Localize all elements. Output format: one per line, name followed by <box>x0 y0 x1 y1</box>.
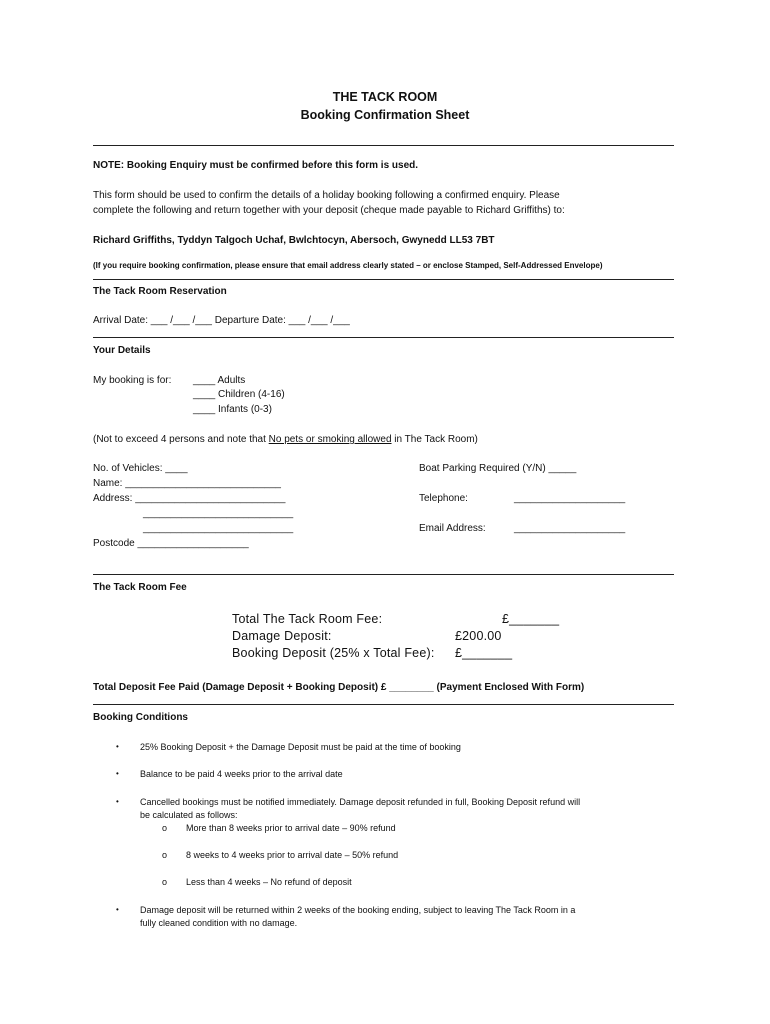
refund-item: 8 weeks to 4 weeks prior to arrival date – 50% refund <box>186 850 399 860</box>
document-title: THE TACK ROOM <box>332 90 438 104</box>
total-fee-label: Total The Tack Room Fee: <box>232 612 383 626</box>
telephone-field[interactable]: ____________________ <box>514 493 626 504</box>
telephone-label: Telephone: <box>419 493 468 504</box>
children-field[interactable]: ____ Children (4-16) <box>193 389 285 400</box>
fee-heading: The Tack Room Fee <box>93 582 187 593</box>
confirmation-note: (If you require booking confirmation, please ensure that email address clearly stated – or enclose Stamped, Self-Addressed Envelope) <box>93 261 603 270</box>
booking-deposit-label: Booking Deposit (25% x Total Fee): <box>232 646 435 660</box>
damage-deposit-value: £200.00 <box>455 629 502 643</box>
total-fee-value[interactable]: £_______ <box>502 612 560 626</box>
divider <box>93 145 674 146</box>
email-label: Email Address: <box>419 523 486 534</box>
bullet-icon: • <box>116 742 119 751</box>
address-field-line-2[interactable]: ___________________________ <box>143 508 294 519</box>
note-text: NOTE: Booking Enquiry must be confirmed before this form is used. <box>93 160 419 171</box>
condition-item-continued: fully cleaned condition with no damage. <box>140 918 298 928</box>
adults-field[interactable]: ____ Adults <box>193 375 246 386</box>
refund-item: More than 8 weeks prior to arrival date – 90% refund <box>186 823 396 833</box>
condition-item: Cancelled bookings must be notified immediately. Damage deposit refunded in full, Booking Deposit refund will <box>140 797 581 807</box>
refund-item: Less than 4 weeks – No refund of deposit <box>186 877 352 887</box>
divider <box>93 279 674 280</box>
damage-deposit-label: Damage Deposit: <box>232 629 332 643</box>
intro-line-2: complete the following and return together with your deposit (cheque made payable to Richard Griffiths) to: <box>93 205 565 216</box>
postcode-field[interactable]: Postcode ____________________ <box>93 538 249 549</box>
document-subtitle: Booking Confirmation Sheet <box>300 108 470 122</box>
bullet-icon: • <box>116 769 119 778</box>
no-pets-smoking-text: No pets or smoking allowed <box>268 434 392 445</box>
address-field[interactable]: Address: ___________________________ <box>93 493 286 504</box>
condition-item: 25% Booking Deposit + the Damage Deposit must be paid at the time of booking <box>140 742 461 752</box>
address-field-line-3[interactable]: ___________________________ <box>143 523 294 534</box>
postal-address: Richard Griffiths, Tyddyn Talgoch Uchaf, Bwlchtocyn, Abersoch, Gwynedd LL53 7BT <box>93 235 495 246</box>
condition-item: Damage deposit will be returned within 2 weeks of the booking ending, subject to leaving The Tack Room in a <box>140 905 576 915</box>
name-field[interactable]: Name: ____________________________ <box>93 478 281 489</box>
infants-field[interactable]: ____ Infants (0-3) <box>193 404 272 415</box>
bullet-icon: • <box>116 797 119 806</box>
condition-item: Balance to be paid 4 weeks prior to the arrival date <box>140 769 343 779</box>
occupancy-limit-note: (Not to exceed 4 persons and note that No pets or smoking allowed in The Tack Room) <box>93 434 478 445</box>
booking-deposit-value[interactable]: £_______ <box>455 646 513 660</box>
total-deposit-paid[interactable]: Total Deposit Fee Paid (Damage Deposit + Booking Deposit) £ ________ (Payment Enclosed With Form) <box>93 682 585 693</box>
boat-parking-field[interactable]: Boat Parking Required (Y/N) _____ <box>419 463 577 474</box>
details-heading: Your Details <box>93 345 151 356</box>
condition-item-continued: be calculated as follows: <box>140 810 238 820</box>
divider <box>93 574 674 575</box>
sub-bullet-icon: o <box>162 877 168 887</box>
intro-line-1: This form should be used to confirm the details of a holiday booking following a confirmed enquiry. Please <box>93 190 560 201</box>
email-field[interactable]: ____________________ <box>514 523 626 534</box>
conditions-heading: Booking Conditions <box>93 712 188 723</box>
reservation-heading: The Tack Room Reservation <box>93 286 227 297</box>
bullet-icon: • <box>116 905 119 914</box>
sub-bullet-icon: o <box>162 850 168 860</box>
vehicles-field[interactable]: No. of Vehicles: ____ <box>93 463 188 474</box>
booking-for-label: My booking is for: <box>93 375 172 386</box>
divider <box>93 704 674 705</box>
divider <box>93 337 674 338</box>
arrival-departure-dates[interactable]: Arrival Date: ___ /___ /___ Departure Date: ___ /___ /___ <box>93 315 350 326</box>
sub-bullet-icon: o <box>162 823 168 833</box>
